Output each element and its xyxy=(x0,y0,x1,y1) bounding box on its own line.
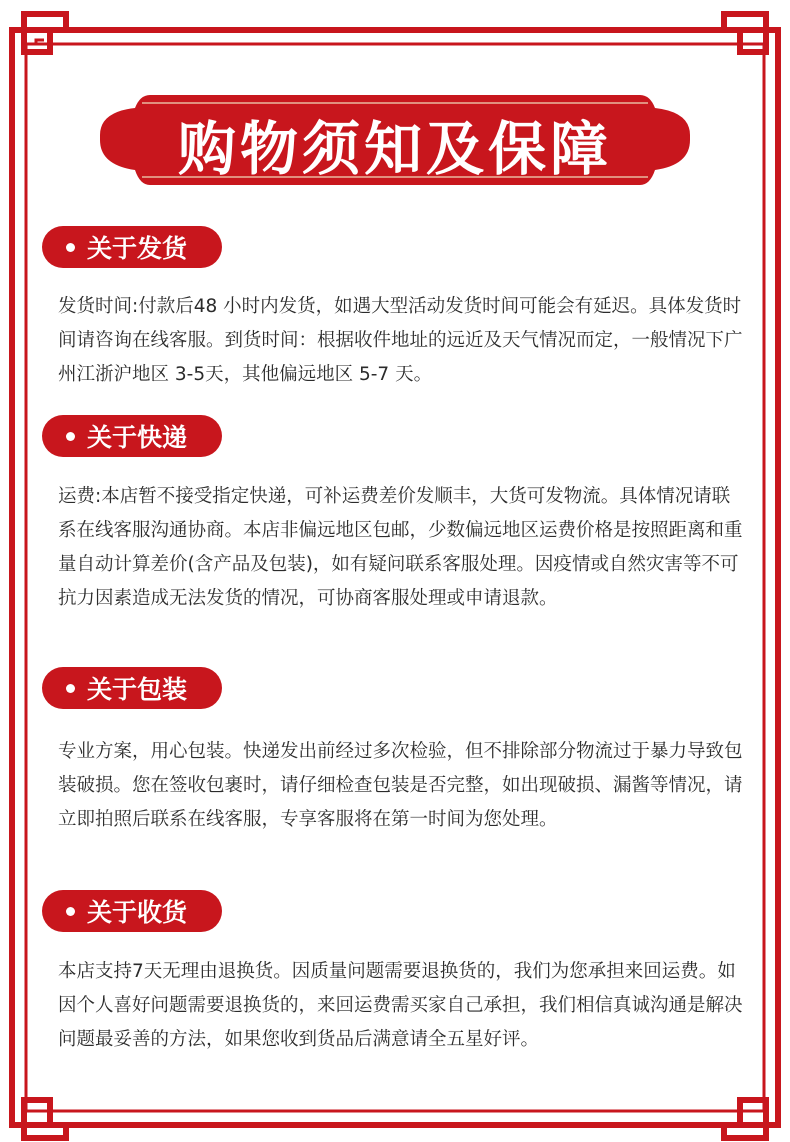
section-body-courier: 运费:本店暂不接受指定快递，可补运费差价发顺丰，大货可发物流。具体情况请联系在线客服沟通协商。本店非偏远地区包邮，少数偏远地区运费价格是按照距离和重量自动计算差价(含产品及包装)，如有疑问联系客服处理。因疫情或自然灾害等不可抗力因素造成无法发货的情况，可协商客服处理或申请退款。 xyxy=(58,486,743,609)
section-heading-packaging xyxy=(42,667,222,709)
bullet-icon xyxy=(66,907,75,916)
section-heading-label: 关于快递 xyxy=(87,423,188,452)
section-body-receiving: 本店支持7天无理由退换货。因质量问题需要退换货的，我们为您承担来回运费。如因个人喜好问题需要退换货的，来回运费需买家自己承担，我们相信真诚沟通是解决问题最妥善的方法，如果您收到货品后满意请全五星好评。 xyxy=(58,961,743,1050)
bullet-icon xyxy=(66,243,75,252)
section-heading-label: 关于包装 xyxy=(87,675,188,704)
bullet-icon xyxy=(66,684,75,693)
section-body-shipping: 发货时间:付款后48 小时内发货，如遇大型活动发货时间可能会有延迟。具体发货时间请咨询在线客服。到货时间：根据收件地址的远近及天气情况而定，一般情况下广州江浙沪地区 3-5天，其他偏远地区 5-7 天。 xyxy=(58,296,743,385)
section-heading-shipping xyxy=(42,226,222,268)
bullet-icon xyxy=(66,432,75,441)
section-heading-label: 关于收货 xyxy=(87,898,188,927)
section-body-packaging: 专业方案，用心包装。快递发出前经过多次检验，但不排除部分物流过于暴力导致包装破损。您在签收包裹时，请仔细检查包装是否完整，如出现破损、漏酱等情况，请立即拍照后联系在线客服，专享客服将在第一时间为您处理。 xyxy=(58,741,743,830)
section-heading-courier xyxy=(42,415,222,457)
section-heading-receiving xyxy=(42,890,222,932)
page-title: 购物须知及保障 xyxy=(177,115,612,183)
section-heading-label: 关于发货 xyxy=(87,234,188,263)
